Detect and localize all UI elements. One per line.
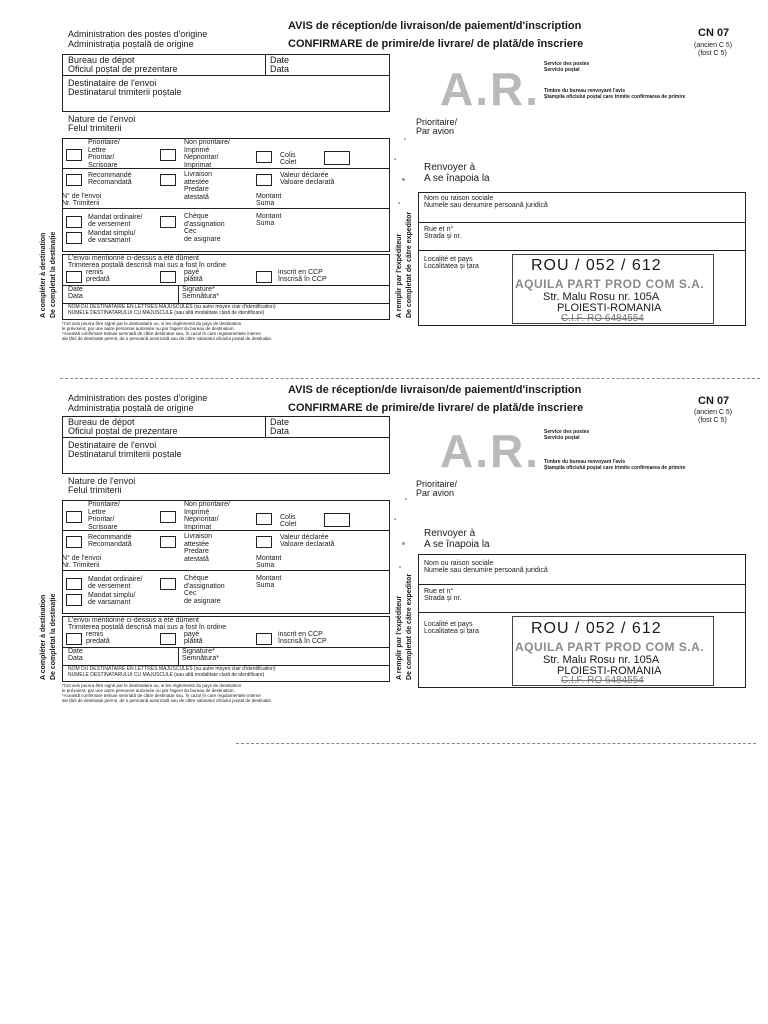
- envoi-line2: Trimiterea poștală descrisă mai sus a fost în ordine: [68, 624, 227, 631]
- colis-extra-box[interactable]: [324, 151, 350, 165]
- colis-fr: Colis: [280, 152, 296, 159]
- stamp-city: PLOIESTI-ROMANIA: [557, 302, 662, 314]
- prio-avion-fr: Prioritaire/: [416, 479, 458, 489]
- envoi-line2: Trimiterea poștală descrisă mai sus a fost în ordine: [68, 262, 227, 269]
- address-divider-1: [418, 222, 745, 223]
- addr-nom-fr: Nom ou raison sociale: [424, 560, 494, 567]
- envoi-line1: L'envoi mentionné ci-dessus a été dûment: [68, 617, 199, 624]
- nom-dest-fr: NOM DU DESTINATAIRE EN LETTRES MAJUSCULES (ou autre moyen clair d'identification): [68, 666, 276, 672]
- inscrit-ro: înscrisă în CCP: [278, 276, 327, 283]
- form-code: CN 07: [698, 27, 730, 39]
- remis-checkbox[interactable]: [66, 633, 82, 645]
- remis-ro: predată: [86, 638, 110, 645]
- nom-dest-ro: NUMELE DESTINATARULUI CU MAJUSCULE (sau altă modalitate clară de identificare): [68, 310, 265, 316]
- valeur-fr: Valeur déclarée: [280, 534, 329, 541]
- sender-stamp: [512, 616, 714, 686]
- sig-fr: Signature*: [182, 286, 215, 293]
- non-prio-fr: Non prioritaire/ Imprimé: [184, 139, 230, 154]
- envoi-date-fr: Date: [68, 648, 83, 655]
- prioritaire-fr: Prioritaire/ Lettre: [88, 501, 120, 516]
- addr-loc-fr: Localité et pays: [424, 621, 473, 628]
- admin-ro: Administrația poștală de origine: [68, 403, 194, 413]
- inscrit-fr: inscrit en CCP: [278, 631, 323, 638]
- title-fr: AVIS de réception/de livraison/de paiement/d'inscription: [288, 20, 582, 32]
- office-divider: [62, 437, 389, 438]
- mandat-ord-ro: de versement: [88, 583, 131, 590]
- valeur-checkbox[interactable]: [256, 536, 272, 548]
- addr-nom-fr: Nom ou raison sociale: [424, 195, 494, 202]
- mandat-simple-ro: de varsamant: [88, 599, 131, 606]
- colis-ro: Colet: [280, 521, 297, 528]
- side-right-ro: De completat de către expeditor: [406, 573, 413, 680]
- addr-nom-ro: Numele sau denumire persoană juridică: [424, 567, 548, 574]
- side-right-fr: A remplir par l'expéditeur: [396, 233, 403, 318]
- timbre-ro: Ștampila oficiului poștal care trimite confirmarea de primire: [544, 94, 686, 100]
- fost-label: (fost C 5): [698, 417, 727, 424]
- inscrit-fr: inscrit en CCP: [278, 269, 323, 276]
- valeur-fr: Valeur déclarée: [280, 172, 329, 179]
- montant2-ro: Suma: [256, 220, 275, 227]
- renvoyer-ro: A se înapoia la: [424, 539, 490, 550]
- renvoyer-fr: Renvoyer à: [424, 528, 476, 539]
- livraison-fr: Livraison attestée: [184, 533, 213, 548]
- mandat-ord-ro: de versement: [88, 221, 131, 228]
- sender-stamp: [512, 254, 714, 324]
- nature-fr: Nature de l'envoi: [68, 476, 136, 486]
- envoi-divider-1: [62, 647, 389, 648]
- mandat-simplu-checkbox[interactable]: [66, 594, 82, 606]
- service-ro: Serviciu poștal: [544, 67, 580, 73]
- envoi-date-divider: [178, 285, 179, 303]
- montant2-fr: Montant: [256, 213, 282, 220]
- no-envoi-fr: N° de l'envoi: [62, 555, 102, 562]
- cut-line: [236, 743, 756, 744]
- addr-rue-fr: Rue et n°: [424, 226, 454, 233]
- dest-fr: Destinataire de l'envoi: [68, 440, 157, 450]
- no-envoi-ro: Nr. Trimiterii: [62, 200, 100, 207]
- inscrit-checkbox[interactable]: [256, 633, 272, 645]
- non-prio-ro: Neprioritar/ Imprimat: [184, 154, 219, 169]
- timbre-fr: Timbre du bureau renvoyant l'avis: [544, 459, 626, 465]
- side-left-fr: A compléter à destination: [40, 232, 47, 318]
- addr-rue-ro: Strada și nr.: [424, 233, 462, 240]
- stamp-code: ROU / 052 / 612: [531, 620, 662, 637]
- cheque-fr: Chèque d'assignation: [184, 575, 225, 590]
- montant-ro: Suma: [256, 200, 275, 207]
- renvoyer-fr: Renvoyer à: [424, 162, 476, 173]
- bureau-ro: Oficiul poștal de prezentare: [68, 426, 178, 436]
- livraison-ro: Predare atestată: [184, 548, 209, 563]
- cut-line: [60, 378, 760, 379]
- ancien-label: (ancien C 5): [694, 409, 733, 416]
- admin-fr: Administration des postes d'origine: [68, 393, 208, 403]
- scan-speck: [399, 566, 401, 568]
- side-right-fr: A remplir par l'expéditeur: [396, 595, 403, 680]
- footnote-3: *Această confirmare trebuie semnată de către destinatar sau, în cazul în care regulamentele interne: [62, 331, 261, 336]
- prioritar-ro: Prioritar/ Scrisoare: [88, 516, 118, 531]
- cheque-fr: Chèque d'assignation: [184, 213, 225, 228]
- cheque-checkbox[interactable]: [160, 578, 176, 590]
- montant2-fr: Montant: [256, 575, 282, 582]
- colis-checkbox[interactable]: [256, 151, 272, 163]
- non-prio-fr: Non prioritaire/ Imprimé: [184, 501, 230, 516]
- address-divider-2: [418, 250, 745, 251]
- footnote-2: le prévoient, par une autre personne autorisée ou par l'agent du bureau de destination.: [62, 326, 235, 331]
- cn07-form-2: [0, 380, 768, 720]
- date-ro: Data: [270, 64, 290, 74]
- date-fr: Date: [270, 55, 290, 65]
- scan-speck: [394, 518, 396, 520]
- stamp-cif: C.I.F. RO 6484554: [561, 675, 644, 686]
- nature-fr: Nature de l'envoi: [68, 114, 136, 124]
- addr-loc-ro: Localitatea și țara: [424, 628, 479, 635]
- stamp-cif: C.I.F. RO 6484554: [561, 313, 644, 324]
- mandat-simple-ro: de varsamant: [88, 237, 131, 244]
- valeur-ro: Valoare declarată: [280, 541, 335, 548]
- inscrit-checkbox[interactable]: [256, 271, 272, 283]
- recommande-fr: Recommandé: [88, 172, 132, 179]
- non-prioritaire-checkbox[interactable]: [160, 511, 176, 523]
- nom-dest-fr: NOM DU DESTINATAIRE EN LETTRES MAJUSCULES (ou autre moyen clair d'identification): [68, 304, 276, 310]
- nom-dest-ro: NUMELE DESTINATARULUI CU MAJUSCULE (sau altă modalitate clară de identificare): [68, 672, 265, 678]
- inscrit-ro: înscrisă în CCP: [278, 638, 327, 645]
- no-envoi-ro: Nr. Trimiterii: [62, 562, 100, 569]
- no-envoi-fr: N° de l'envoi: [62, 193, 102, 200]
- envoi-date-divider: [178, 647, 179, 665]
- prioritaire-fr: Prioritaire/ Lettre: [88, 139, 120, 154]
- livraison-checkbox[interactable]: [160, 174, 176, 186]
- side-left-ro: De completat la destinație: [50, 231, 57, 318]
- paye-fr: payé: [184, 269, 200, 276]
- mandat-simple-fr: Mandat simplu/: [88, 592, 136, 599]
- colis-ro: Colet: [280, 159, 297, 166]
- remis-checkbox[interactable]: [66, 271, 82, 283]
- footnote-1: *Cet avis pourra être signé par le destinataire ou, si les règlements du pays de destination: [62, 683, 242, 688]
- scan-speck: [404, 138, 406, 140]
- fost-label: (fost C 5): [698, 50, 727, 57]
- bureau-ro: Oficiul poștal de prezentare: [68, 64, 178, 74]
- paye-ro: plătită: [184, 276, 203, 283]
- mandat-simplu-checkbox[interactable]: [66, 232, 82, 244]
- form-code: CN 07: [698, 395, 730, 407]
- ar-mark: A.R.: [440, 425, 540, 477]
- nature-row-divider-2: [62, 208, 389, 209]
- sig-fr: Signature*: [182, 648, 215, 655]
- addr-nom-ro: Numele sau denumire persoană juridică: [424, 202, 548, 209]
- footnote-3: *Această confirmare trebuie semnată de către destinatar sau, în cazul în care regulamentele interne: [62, 693, 261, 698]
- stamp-city: PLOIESTI-ROMANIA: [557, 665, 662, 677]
- colis-extra-box[interactable]: [324, 513, 350, 527]
- cheque-checkbox[interactable]: [160, 216, 176, 228]
- valeur-ro: Valoare declarată: [280, 179, 335, 186]
- prioritaire-checkbox[interactable]: [66, 511, 82, 523]
- scan-speck: [402, 542, 405, 545]
- cn07-form-1: [0, 18, 768, 358]
- side-right-ro: De completat de către expeditor: [406, 211, 413, 318]
- montant2-ro: Suma: [256, 582, 275, 589]
- prio-avion-ro: Par avion: [416, 126, 455, 136]
- dest-fr: Destinataire de l'envoi: [68, 78, 157, 88]
- livraison-checkbox[interactable]: [160, 536, 176, 548]
- envoi-divider-1: [62, 285, 389, 286]
- nature-ro: Felul trimiterii: [68, 485, 122, 495]
- addr-loc-ro: Localitatea și țara: [424, 263, 479, 270]
- envoi-date-fr: Date: [68, 286, 83, 293]
- scan-speck: [402, 178, 405, 181]
- sig-ro: Semnătura*: [182, 293, 219, 300]
- envoi-line1: L'envoi mentionné ci-dessus a été dûment: [68, 255, 199, 262]
- admin-fr: Administration des postes d'origine: [68, 29, 208, 39]
- non-prio-ro: Neprioritar/ Imprimat: [184, 516, 219, 531]
- livraison-ro: Predare atestată: [184, 186, 209, 201]
- mandat-ordinaire-checkbox[interactable]: [66, 216, 82, 228]
- livraison-fr: Livraison attestée: [184, 171, 213, 186]
- office-date-divider: [265, 54, 266, 75]
- scan-speck: [405, 498, 407, 500]
- service-fr: Service des postes: [544, 429, 590, 435]
- mandat-ord-fr: Mandat ordinaire/: [88, 576, 143, 583]
- cheque-ro: Cec de asignare: [184, 590, 221, 605]
- montant-fr: Montant: [256, 555, 282, 562]
- prio-avion-fr: Prioritaire/: [416, 117, 458, 127]
- title-fr: AVIS de réception/de livraison/de paiement/d'inscription: [288, 384, 582, 396]
- colis-checkbox[interactable]: [256, 513, 272, 525]
- paye-checkbox[interactable]: [160, 271, 176, 283]
- addr-rue-fr: Rue et n°: [424, 588, 454, 595]
- bureau-fr: Bureau de dépot: [68, 417, 135, 427]
- office-divider: [62, 75, 389, 76]
- service-ro: Serviciu poștal: [544, 435, 580, 441]
- mandat-simple-fr: Mandat simplu/: [88, 230, 136, 237]
- footnote-4: ale țării de destinație permit, de o persoană autorizată sau de către salariatul oficiului poștal de destinație.: [62, 698, 273, 703]
- ancien-label: (ancien C 5): [694, 42, 733, 49]
- non-prioritaire-checkbox[interactable]: [160, 149, 176, 161]
- side-left-ro: De completat la destinație: [50, 593, 57, 680]
- recommande-checkbox[interactable]: [66, 174, 82, 186]
- date-ro: Data: [270, 426, 290, 436]
- admin-ro: Administrația poștală de origine: [68, 39, 194, 49]
- paye-checkbox[interactable]: [160, 633, 176, 645]
- stamp-street: Str. Malu Rosu nr. 105A: [543, 654, 660, 666]
- timbre-fr: Timbre du bureau renvoyant l'avis: [544, 88, 626, 94]
- nature-ro: Felul trimiterii: [68, 123, 122, 133]
- envoi-date-ro: Data: [68, 655, 83, 662]
- recommande-fr: Recommandé: [88, 534, 132, 541]
- footnote-4: ale țării de destinație permit, de o persoană autorizată sau de către salariatul oficiului poștal de destinație.: [62, 336, 273, 341]
- scan-speck: [394, 158, 396, 160]
- stamp-company: AQUILA PART PROD COM S.A.: [515, 277, 705, 291]
- stamp-code: ROU / 052 / 612: [531, 257, 662, 274]
- cheque-ro: Cec de asignare: [184, 228, 221, 243]
- scan-speck: [398, 202, 400, 204]
- colis-fr: Colis: [280, 514, 296, 521]
- ar-mark: A.R.: [440, 63, 540, 115]
- footnote-1: *Cet avis pourra être signé par le destinataire ou, si les règlements du pays de destination: [62, 321, 242, 326]
- sig-ro: Semnătura*: [182, 655, 219, 662]
- remis-ro: predată: [86, 276, 110, 283]
- renvoyer-ro: A se înapoia la: [424, 173, 490, 184]
- paye-fr: payé: [184, 631, 200, 638]
- recommande-checkbox[interactable]: [66, 536, 82, 548]
- timbre-ro: Ștampila oficiului poștal care trimite confirmarea de primire: [544, 465, 686, 471]
- nature-row-divider-2: [62, 570, 389, 571]
- paye-ro: plătită: [184, 638, 203, 645]
- valeur-checkbox[interactable]: [256, 174, 272, 186]
- addr-rue-ro: Strada și nr.: [424, 595, 462, 602]
- montant-fr: Montant: [256, 193, 282, 200]
- prioritaire-checkbox[interactable]: [66, 149, 82, 161]
- title-ro: CONFIRMARE de primire/de livrare/ de plată/de înscriere: [288, 402, 584, 414]
- address-divider-1: [418, 584, 745, 585]
- footnote-2: le prévoient, par une autre personne autorisée ou par l'agent du bureau de destination.: [62, 688, 235, 693]
- prioritar-ro: Prioritar/ Scrisoare: [88, 154, 118, 169]
- mandat-ordinaire-checkbox[interactable]: [66, 578, 82, 590]
- remis-fr: remis: [86, 631, 104, 638]
- title-ro: CONFIRMARE de primire/de livrare/ de plată/de înscriere: [288, 38, 584, 50]
- stamp-street: Str. Malu Rosu nr. 105A: [543, 291, 660, 303]
- date-fr: Date: [270, 417, 290, 427]
- montant-ro: Suma: [256, 562, 275, 569]
- recommande-ro: Recomandată: [88, 541, 132, 548]
- dest-ro: Destinatarul trimiterii poștale: [68, 449, 182, 459]
- addr-loc-fr: Localité et pays: [424, 256, 473, 263]
- side-left-fr: A compléter à destination: [40, 594, 47, 680]
- bureau-fr: Bureau de dépot: [68, 55, 135, 65]
- address-divider-2: [418, 612, 745, 613]
- recommande-ro: Recomandată: [88, 179, 132, 186]
- office-date-divider: [265, 416, 266, 437]
- remis-fr: remis: [86, 269, 104, 276]
- stamp-company: AQUILA PART PROD COM S.A.: [515, 640, 705, 654]
- envoi-date-ro: Data: [68, 293, 83, 300]
- service-fr: Service des postes: [544, 61, 590, 67]
- prio-avion-ro: Par avion: [416, 488, 455, 498]
- dest-ro: Destinatarul trimiterii poștale: [68, 87, 182, 97]
- mandat-ord-fr: Mandat ordinaire/: [88, 214, 143, 221]
